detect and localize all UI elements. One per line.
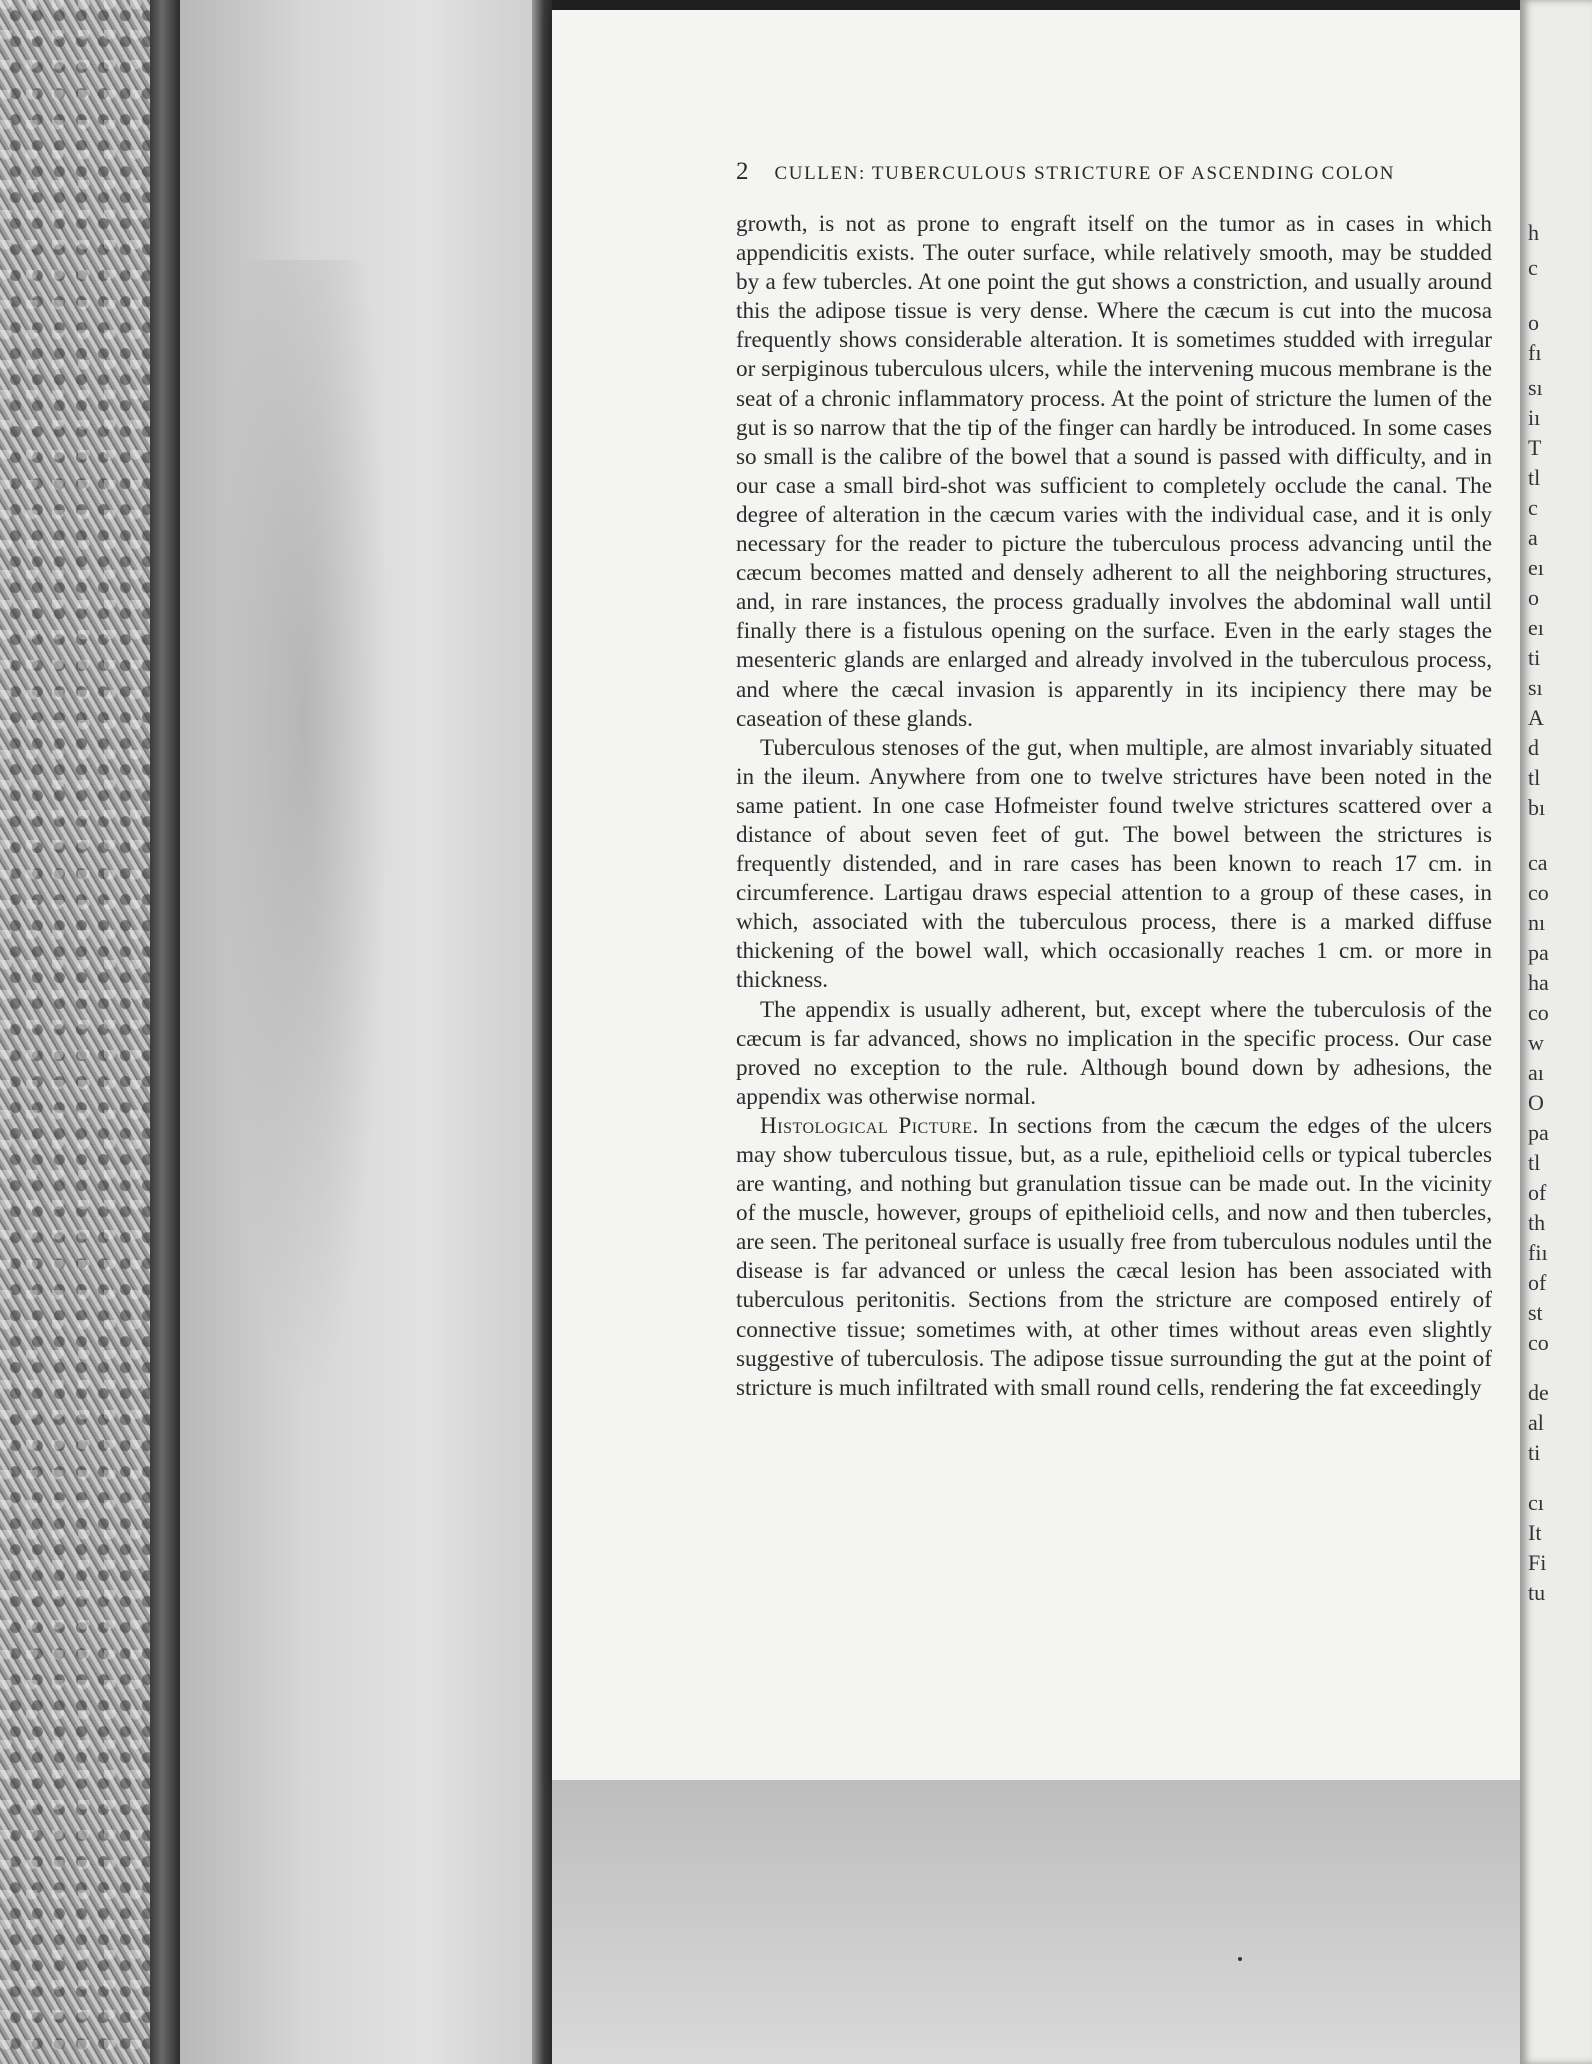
next-page-fragment: eı: [1528, 555, 1544, 580]
binding-edge: [150, 0, 180, 2064]
running-title: CULLEN: TUBERCULOUS STRICTURE OF ASCENDING COLON: [774, 163, 1396, 184]
next-page-fragment: ha: [1528, 970, 1549, 995]
speck: [1238, 1957, 1242, 1961]
next-page-fragment: de: [1528, 1380, 1549, 1405]
next-page-fragment: o: [1528, 310, 1539, 335]
next-page-fragment: d: [1528, 735, 1539, 760]
page-gutter: [532, 0, 552, 2064]
paragraph: The appendix is usually adherent, but, except where the tuberculosis of the cæcum is far advanced, shows no implication in the specific process. Our case proved no exception to the rule. Although bound down by adhesions, the appendix was otherwise normal.: [736, 996, 1492, 1110]
next-page-fragment: c: [1528, 495, 1538, 520]
next-page-fragment: co: [1528, 1330, 1549, 1355]
next-page-fragment: ti: [1528, 1440, 1541, 1465]
next-page-fragment: ti: [1528, 645, 1541, 670]
next-page-fragment: co: [1528, 880, 1549, 905]
next-page-fragment: fiı: [1528, 1240, 1548, 1265]
histology-text: In sections from the cæcum the edges of the ulcers may show tuberculous tissue, but, as a rule, epithelioid cells or typical tubercles are wanting, and nothing but granulation tissue can be made out. In the vicinity of the muscle, however, groups of epithelioid cells, and now and then tubercles, are seen. The peritoneal surface is usually free from tuberculous nodules until the disease is far advanced or unless the cæcal lesion has been associated with tuberculous peritonitis. Sections from the stricture are composed entirely of connective tissue; sometimes with, at other times without areas even slightly suggestive of tuberculosis. The adipose tissue surrounding the gut at the point of stricture is much infiltrated with small round cells, rendering the fat exceedingly: [736, 1112, 1493, 1401]
running-header: [736, 158, 1422, 186]
histology-paragraph: [736, 1112, 1492, 1403]
paragraph: Tuberculous stenoses of the gut, when multiple, are almost invariably situated in the ileum. Anywhere from one to twelve strictures have been noted in the same patient. In one case Hofmeister found twelve strictures scattered over a distance of about seven feet of gut. The bowel between the strictures is frequently distended, and in rare cases has been known to reach 17 cm. in circumference. Lartigau draws especial attention to a group of these cases, in which, associated with the tuberculous process, there is a marked diffuse thickening of the bowel wall, which occasionally reaches 1 cm. or more in thickness.: [736, 734, 1492, 994]
next-page-fragment: a: [1528, 525, 1538, 550]
next-page-fragment: ca: [1528, 850, 1548, 875]
next-page-fragment: tl: [1528, 1150, 1541, 1175]
paper-stain: [220, 260, 390, 1410]
marbled-endpaper: [0, 0, 150, 2064]
next-page-fragment: sı: [1528, 675, 1543, 700]
next-page-fragment: pa: [1528, 1120, 1549, 1145]
next-page-fragment: al: [1528, 1410, 1544, 1435]
page-underlay: [552, 1780, 1520, 2064]
next-page-fragment: eı: [1528, 615, 1544, 640]
next-page-fragment: of: [1528, 1270, 1547, 1295]
recto-page: [552, 10, 1520, 1780]
next-page-fragment: iı: [1528, 405, 1541, 430]
next-page-fragment: O: [1528, 1090, 1544, 1115]
next-page-fragment: aı: [1528, 1060, 1544, 1085]
section-heading: Histological Picture.: [760, 1112, 979, 1139]
next-page-fragment: tl: [1528, 465, 1541, 490]
article-body: [736, 210, 1492, 1403]
next-page-fragment: cı: [1528, 1490, 1544, 1515]
paragraph: growth, is not as prone to engraft itself on the tumor as in cases in which appendicitis exists. The outer surface, while relatively smooth, may be studded by a few tubercles. At one point the gut shows a constriction, and usually around this the adipose tissue is very dense. Where the cæcum is cut into the mucosa frequently shows considerable alteration. It is sometimes studded with irregular or serpiginous tuberculous ulcers, while the intervening mucous membrane is the seat of a chronic inflammatory process. At the point of stricture the lumen of the gut is so narrow that the tip of the finger can hardly be introduced. In some cases so small is the calibre of the bowel that a sound is passed with difficulty, and in our case a small bird-shot was sufficient to completely occlude the canal. The degree of alteration in the cæcum varies with the individual case, and it is only necessary for the reader to picture the tuberculous process advancing until the cæcum becomes matted and densely adherent to all the neighboring structures, and, in rare instances, the process gradually involves the abdominal wall until finally there is a fistulous opening on the surface. Even in the early stages the mesenteric glands are enlarged and already involved in the tuberculous process, and where the cæcal invasion is apparently in its incipiency there may be caseation of these glands.: [736, 211, 1492, 732]
next-page-fragment: th: [1528, 1210, 1546, 1235]
next-page-fragment: T: [1528, 435, 1542, 460]
next-page-fragment: bı: [1528, 795, 1546, 820]
next-page-fragment: nı: [1528, 910, 1546, 935]
next-page-fragment: st: [1528, 1300, 1543, 1325]
next-page-fragment: c: [1528, 255, 1538, 280]
next-page-edge: [1520, 0, 1592, 2064]
next-page-fragment: h: [1528, 220, 1539, 245]
next-page-fragment: Fi: [1528, 1550, 1547, 1575]
next-page-fragment: fı: [1528, 340, 1542, 365]
next-page-fragment: A: [1528, 705, 1544, 730]
page-number: 2: [736, 158, 749, 185]
next-page-fragment: co: [1528, 1000, 1549, 1025]
next-page-fragment: tl: [1528, 765, 1541, 790]
next-page-fragment: It: [1528, 1520, 1542, 1545]
next-page-fragment: pa: [1528, 940, 1549, 965]
next-page-fragment: w: [1528, 1030, 1544, 1055]
blank-verso-page: [180, 0, 532, 2064]
next-page-fragment: of: [1528, 1180, 1547, 1205]
next-page-fragment: tu: [1528, 1580, 1546, 1605]
next-page-fragment: sı: [1528, 375, 1543, 400]
next-page-fragment: o: [1528, 585, 1539, 610]
